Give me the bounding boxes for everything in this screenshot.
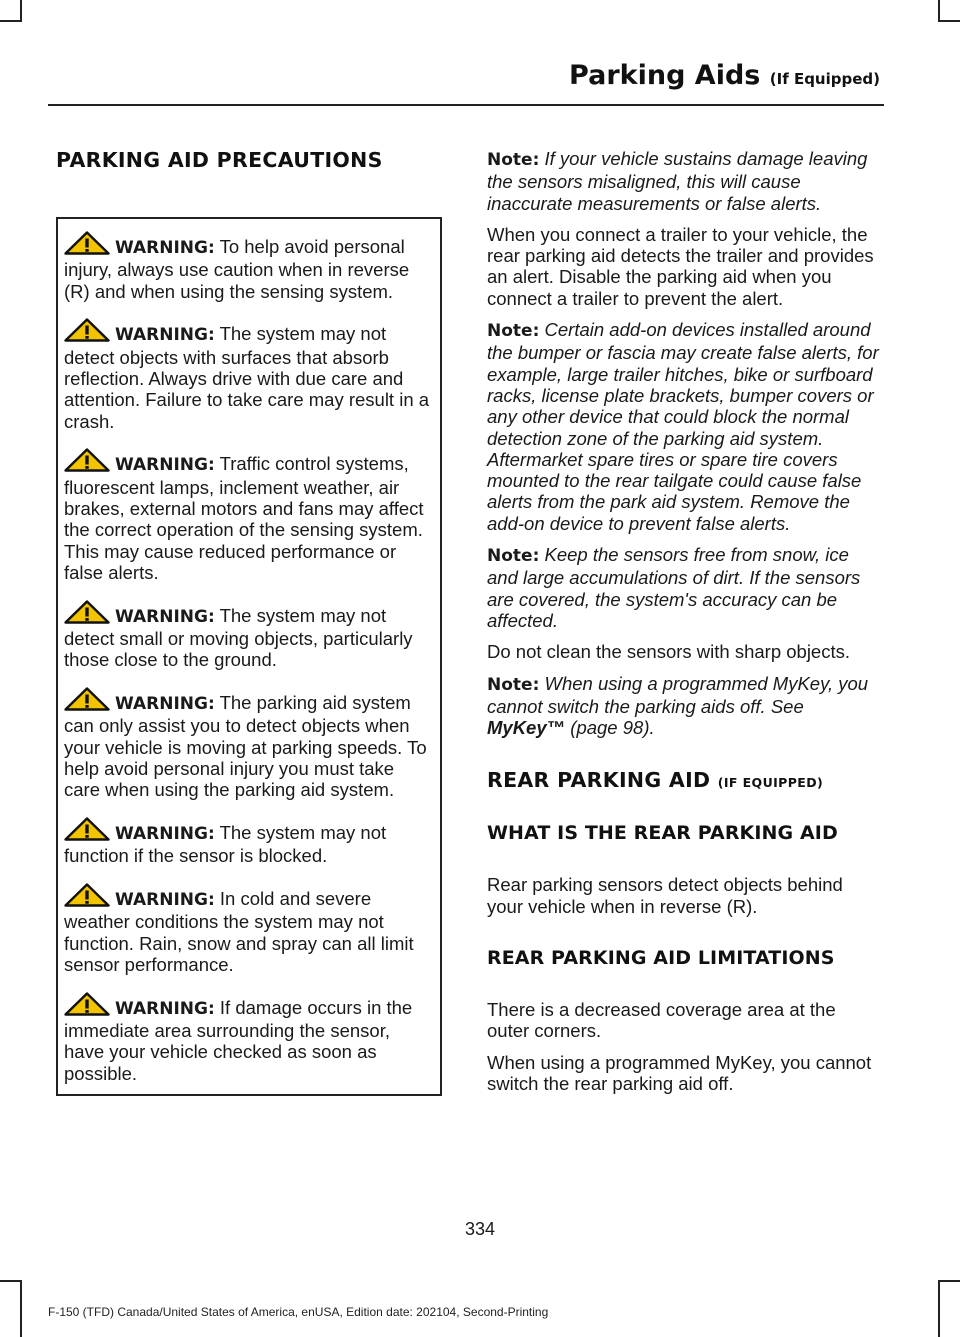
section-heading-precautions: PARKING AID PRECAUTIONS — [56, 148, 383, 172]
section-heading-text: REAR PARKING AID — [487, 768, 711, 793]
note-paragraph — [487, 673, 880, 739]
warning-item — [64, 448, 434, 583]
warning-triangle-icon — [64, 318, 110, 342]
note-text: Certain add-on devices installed around the bumper or fascia may create false alerts, for example, large trailer hitches, bike or surfboard racks, license plate brackets, bumper covers or any other device that could block the normal detection zone of the parking aid system. Aftermarket spare tires or spare tire covers mounted to the rear tailgate could cause false alerts from the park aid system. Remove the add-on device to prevent false alerts. — [487, 319, 879, 534]
warning-item — [64, 687, 434, 800]
page-reference[interactable]: (page 98). — [570, 717, 655, 739]
crop-mark — [0, 1280, 22, 1282]
note-text: If your vehicle sustains damage leaving the sensors misaligned, this will cause inaccurate measurements or false alerts. — [487, 148, 868, 214]
note-paragraph — [487, 544, 880, 631]
warning-text: To help avoid personal injury, always use caution when in reverse (R) and when using the sensing system. — [64, 236, 410, 302]
warning-triangle-icon — [64, 992, 110, 1016]
header-subtitle: (If Equipped) — [769, 70, 880, 88]
warning-box — [56, 217, 442, 1096]
subheading-what-is: WHAT IS THE REAR PARKING AID — [487, 822, 838, 845]
warning-item — [64, 992, 434, 1084]
body-paragraph: Rear parking sensors detect objects behind your vehicle when in reverse (R). — [487, 874, 843, 917]
warning-label: WARNING: — [115, 694, 215, 715]
note-label: Note: — [487, 321, 540, 342]
page-header-title — [0, 60, 880, 91]
warning-triangle-icon — [64, 817, 110, 841]
warning-item — [64, 817, 434, 867]
warning-text: In cold and severe weather conditions the system may not function. Rain, snow and spray can all limit sensor performance. — [64, 888, 414, 976]
crop-mark — [938, 1280, 960, 1282]
warning-label: WARNING: — [115, 325, 215, 346]
crop-mark — [938, 20, 960, 22]
warning-text: Traffic control systems, fluorescent lamps, inclement weather, air brakes, external motors and fans may affect the correct operation of the sensing system. This may cause reduced performance or false alerts. — [64, 453, 424, 583]
warning-label: WARNING: — [115, 238, 215, 258]
header-title-text: Parking Aids — [569, 60, 761, 91]
note-label: Note: — [487, 150, 540, 170]
warning-item — [64, 600, 434, 671]
footer-edition: F-150 (TFD) Canada/United States of America, enUSA, Edition date: 202104, Second-Printing — [48, 1305, 549, 1319]
warning-label: WARNING: — [115, 890, 215, 911]
page-number: 334 — [464, 1219, 496, 1239]
note-label: Note: — [487, 674, 540, 695]
mykey-cross-reference-link[interactable]: MyKey™ — [487, 717, 566, 739]
crop-mark — [20, 0, 22, 22]
crop-mark — [0, 20, 22, 22]
body-paragraph: When you connect a trailer to your vehicle, the rear parking aid detects the trailer and provides an alert. Disable the parking aid when you connect a trailer to prevent the alert. — [487, 223, 874, 309]
warning-triangle-icon — [64, 231, 110, 255]
crop-mark — [20, 1280, 22, 1337]
left-column — [56, 148, 446, 1096]
warning-triangle-icon — [64, 883, 110, 907]
warning-item — [64, 883, 434, 975]
header-divider — [48, 104, 884, 106]
crop-mark — [938, 0, 940, 22]
right-column — [487, 148, 880, 1094]
crop-mark — [938, 1280, 940, 1337]
note-text: When using a programmed MyKey, you cannot switch the parking aids off. See — [487, 672, 869, 717]
note-label: Note: — [487, 546, 540, 567]
warning-text: The system may not detect small or moving objects, particularly those close to the ground. — [64, 604, 413, 671]
warning-item — [64, 231, 434, 302]
warning-item — [64, 318, 434, 431]
warning-triangle-icon — [64, 448, 110, 472]
note-paragraph — [487, 148, 880, 214]
warning-label: WARNING: — [115, 455, 215, 476]
subheading-limitations: REAR PARKING AID LIMITATIONS — [487, 947, 835, 970]
warning-label: WARNING: — [115, 606, 215, 627]
warning-label: WARNING: — [115, 824, 215, 845]
warning-label: WARNING: — [115, 998, 215, 1019]
warning-triangle-icon — [64, 600, 110, 624]
warning-text: The system may not detect objects with surfaces that absorb reflection. Always drive with due care and attention. Failure to take care may result in a crash. — [64, 323, 430, 432]
body-paragraph: Do not clean the sensors with sharp objects. — [487, 641, 850, 663]
body-paragraph: When using a programmed MyKey, you cannot switch the rear parking aid off. — [487, 1051, 872, 1094]
warning-text: The parking aid system can only assist you to detect objects when your vehicle is moving at parking speeds. To help avoid personal injury you must take care when using the parking aid system. — [64, 692, 427, 801]
note-text: Keep the sensors free from snow, ice and large accumulations of dirt. If the sensors are covered, the system's accuracy can be affected. — [487, 544, 861, 631]
section-heading-subtitle: (IF EQUIPPED) — [717, 775, 824, 791]
note-paragraph — [487, 319, 880, 534]
warning-text: The system may not function if the sensor is blocked. — [64, 822, 387, 867]
body-paragraph: There is a decreased coverage area at the outer corners. — [487, 999, 836, 1042]
section-heading-rear-parking-aid — [487, 768, 880, 792]
warning-text: If damage occurs in the immediate area surrounding the sensor, have your vehicle checked as soon as possible. — [64, 996, 413, 1084]
warning-triangle-icon — [64, 687, 110, 711]
